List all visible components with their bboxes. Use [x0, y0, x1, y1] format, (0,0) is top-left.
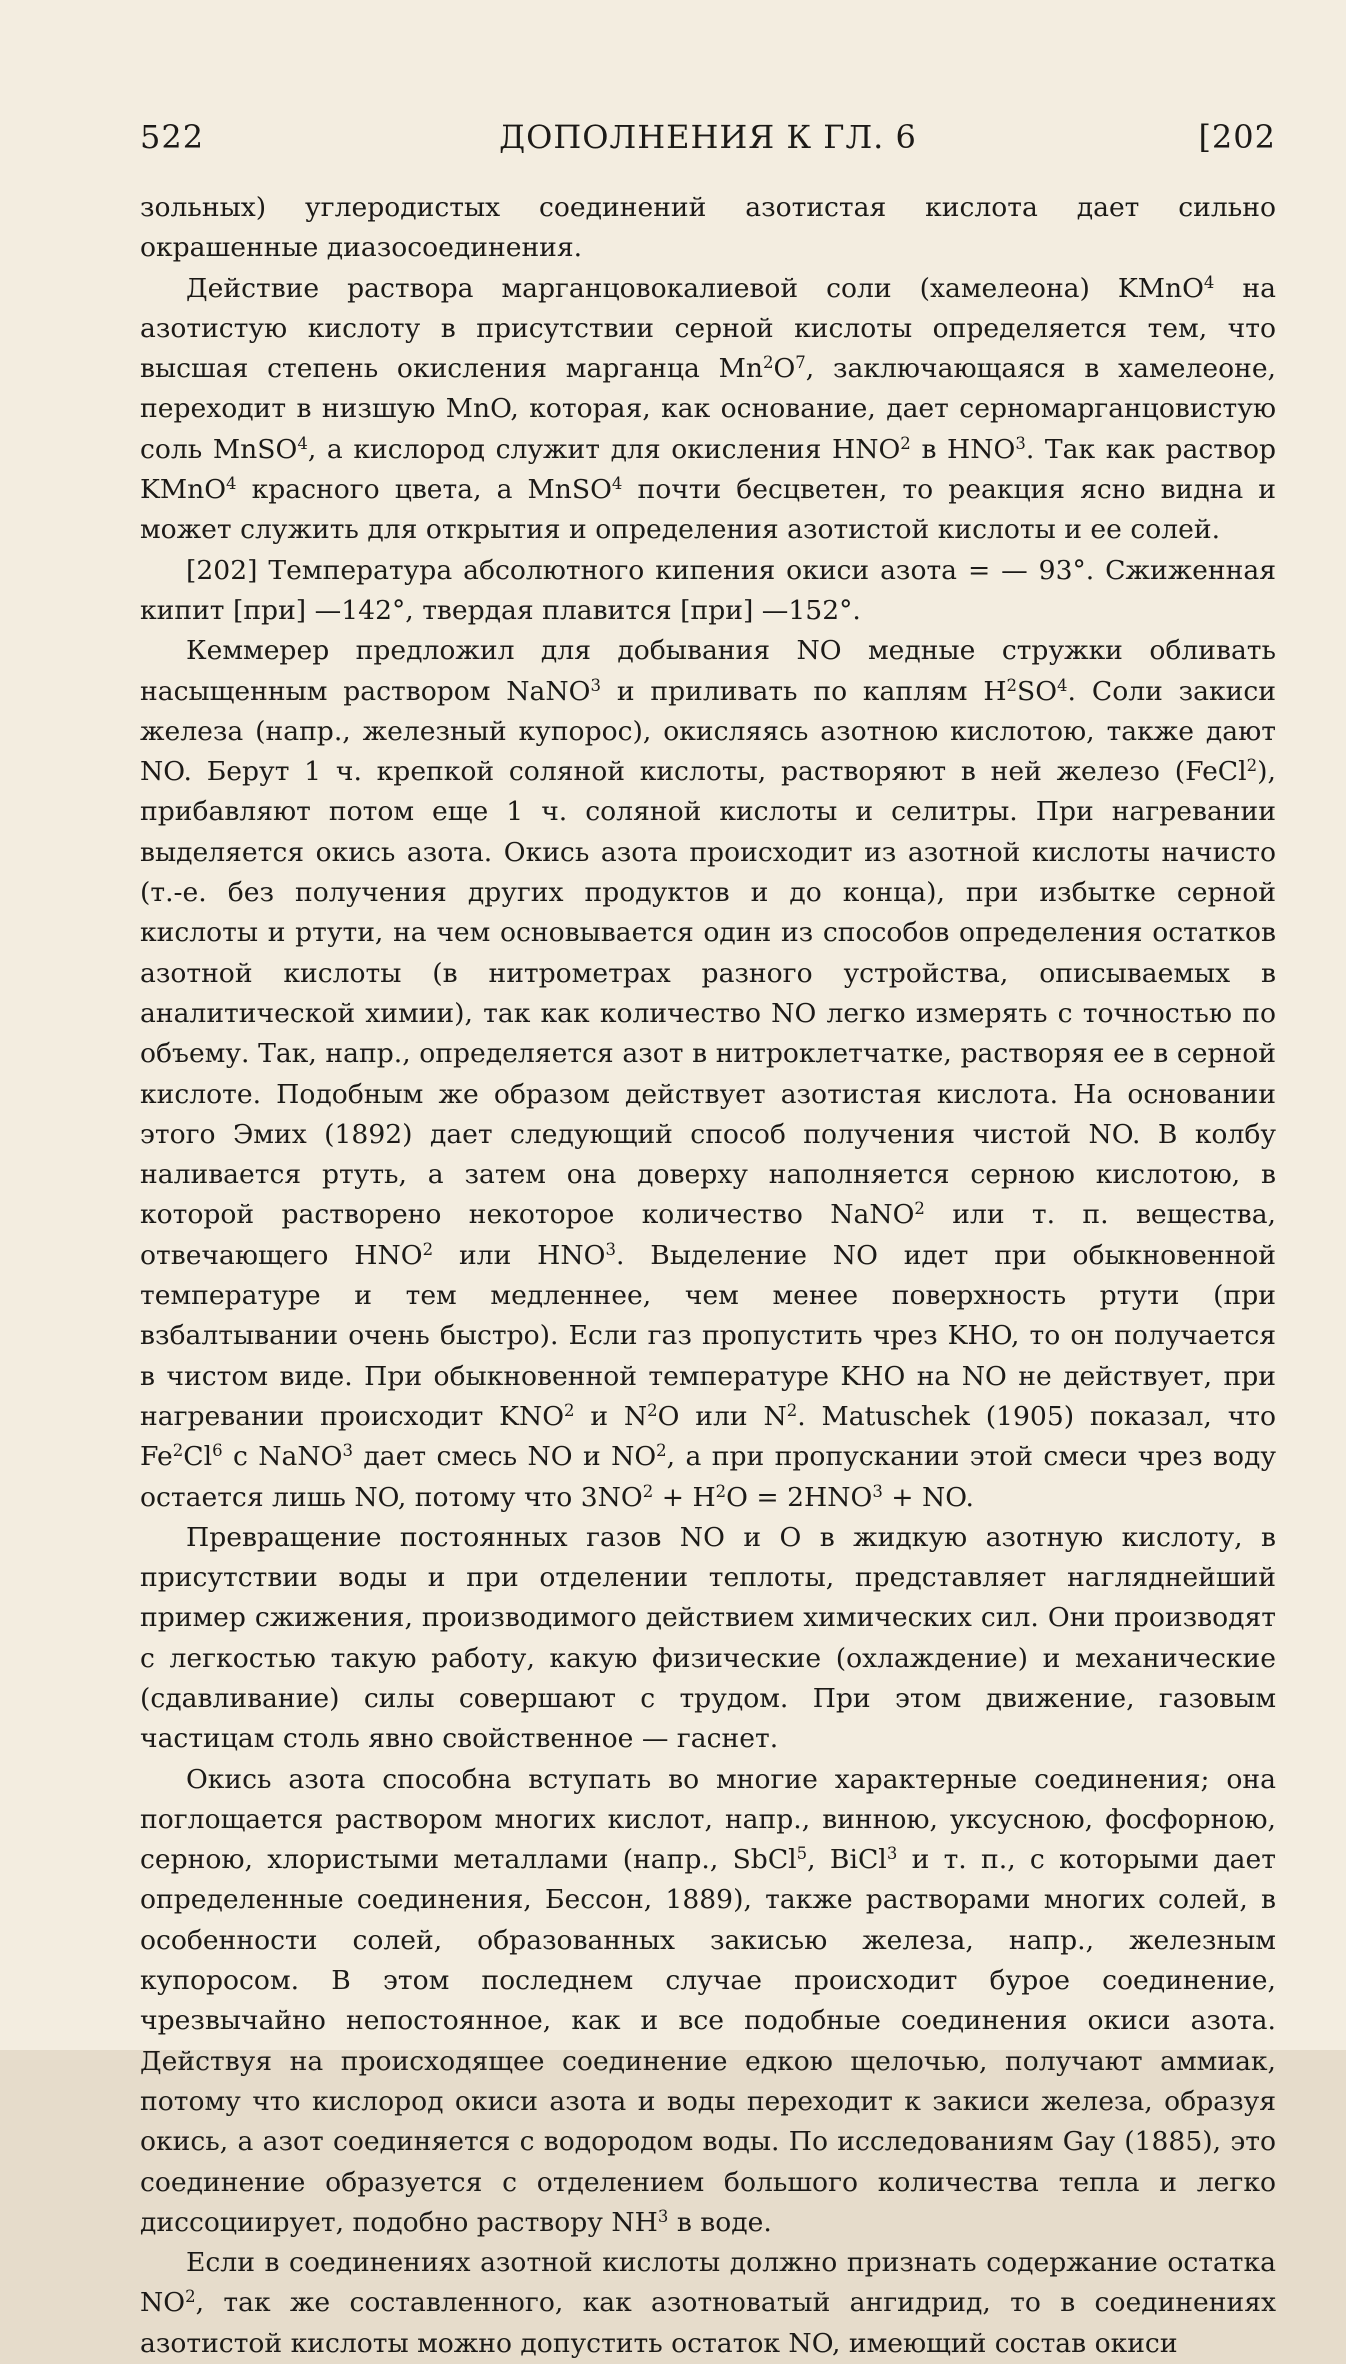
superscript-index: 4	[1057, 675, 1068, 695]
page-body	[140, 188, 1276, 2364]
superscript-index: 7	[795, 353, 806, 373]
superscript-index: 2	[185, 2287, 196, 2307]
superscript-index: 2	[656, 1441, 667, 1461]
paragraph-liquefaction: Превращение постоянных газов NO и O в жидкую азотную кислоту, в присутствии воды и при отделении теплоты, представляет нагляднейший пример сжижения, производимого действием химических сил. Они производят с легкостью такую работу, какую физические (охлаждение) и механические (сдавливание) силы совершают с трудом. При этом движение, газовым частицам столь явно свойственное — гаснет.	[140, 1521, 1276, 1755]
superscript-index: 2	[642, 1481, 654, 1501]
paragraph-residue: Если в соединениях азотной кислоты должно признать содержание остатка $NO^2$, так же составленного, как азотноватый ангидрид, то в соединениях азотистой кислоты можно допустить остаток NO, имеющий состав окиси	[140, 2247, 1276, 2359]
superscript-index: 2	[900, 433, 911, 453]
superscript-index: 3	[1015, 433, 1026, 453]
paragraph-permanganate: Действие раствора марганцовокалиевой соли (хамелеона) KMnO$^4$ на азотистую кислоту в присутствии серной кислоты определяется тем, что высшая степень окисления марганца $Mn^2O^7$, заключающаяся в хамелеоне, переходит в низшую MnO, которая, как основание, дает серномарганцовистую соль MnSO$^4$, а кислород служит для окисления HNO$^2$ в HNO$^3$. Так как раствор KMnO$^4$ красного цвета, а MnSO$^4$ почти бесцветен, то реакция ясно видна и может служить для открытия и определения азотистой кислоты и ее солей.	[140, 272, 1277, 546]
running-header	[140, 118, 1276, 162]
superscript-index: 2	[647, 1400, 658, 1420]
superscript-index: 4	[1203, 272, 1215, 292]
superscript-index: 4	[297, 433, 308, 453]
superscript-index: 3	[872, 1481, 883, 1501]
paragraph-note-202: [202] Температура абсолютного кипения окиси азота = — 93°. Сжиженная кипит [при] —142°, твердая плавится [при] —152°.	[140, 554, 1276, 626]
superscript-index: 6	[212, 1441, 223, 1461]
superscript-index: 3	[605, 1239, 616, 1259]
superscript-index: 2	[564, 1400, 575, 1420]
superscript-index: 3	[342, 1441, 353, 1461]
paragraph-continuation: зольных) углеродистых соединений азотистая кислота дает сильно окрашенные диазосоединения.	[140, 192, 1276, 264]
paragraph-nitric-oxide-preparation: Кеммерер предложил для добывания NO медные стружки обливать насыщенным раствором NaNO$^3$ и приливать по каплям $H^2SO^4$. Соли закиси железа (напр., железный купорос), окисляясь азотною кислотою, также дают NO. Берут 1 ч. крепкой соляной кислоты, растворяют в ней железо (FeCl$^2$), прибавляют потом еще 1 ч. соляной кислоты и селитры. При нагревании выделяется окись азота. Окись азота происходит из азотной кислоты начисто (т.-е. без получения других продуктов и до конца), при избытке серной кислоты и ртути, на чем основывается один из способов определения остатков азотной кислоты (в нитрометрах разного устройства, описываемых в аналитической химии), так как количество NO легко измерять с точностью по объему. Так, напр., определяется азот в нитроклетчатке, растворяя ее в серной кислоте. Подобным же образом действует азотистая кислота. На основании этого Эмих (1892) дает следующий способ получения чистой NO. В колбу наливается ртуть, а затем она доверху наполняется серною кислотою, в которой растворено некоторое количество NaNO$^2$ или т. п. вещества, отвечающего HNO$^2$ или HNO$^3$. Выделение NO идет при обыкновенной температуре и тем медленнее, чем менее поверхность ртути (при взбалтывании очень быстро). Если газ пропустить чрез KHO, то он получается в чистом виде. При обыкновенной температуре KHO на NO не действует, при нагревании происходит KNO$^2$ и $N^2O$ или $N^2$. Matuschek (1905) показал, что Fe$^2$Cl$^6$ с NaNO$^3$ дает смесь NO и $NO^2$, а при пропускании этой смеси чрез воду остается лишь NO, потому что $3NO^2 + H^2O = 2HNO^3$ + NO.	[140, 635, 1276, 1513]
superscript-index: 2	[422, 1239, 434, 1259]
superscript-index: 2	[1246, 756, 1258, 776]
paragraph-compounds: Окись азота способна вступать во многие характерные соединения; она поглощается раствором многих кислот, напр., винною, уксусною, фосфорною, серною, хлористыми металлами (напр., SbCl$^5$, BiCl$^3$ и т. п., с которыми дает определенные соединения, Бессон, 1889), также растворами многих солей, в особенности солей, образованных закисью железа, напр., железным купоросом. В этом последнем случае происходит бурое соединение, чрезвычайно непостоянное, как и все подобные соединения окиси азота. Действуя на происходящее соединение едкою щелочью, получают аммиак, потому что кислород окиси азота и воды переходит к закиси железа, образуя окись, а азот соединяется с водородом воды. По исследованиям Gay (1885), это соединение образуется с отделением большого количества тепла и легко диссоциирует, подобно раствору $NH^3$ в воде.	[140, 1763, 1276, 2238]
superscript-index: 2	[172, 1441, 184, 1461]
superscript-index: 3	[657, 2206, 669, 2226]
superscript-index: 5	[796, 1844, 808, 1864]
superscript-index: 4	[226, 474, 237, 494]
section-marker: [202	[1198, 118, 1276, 156]
superscript-index: 3	[590, 675, 601, 695]
running-title: ДОПОЛНЕНИЯ К ГЛ. 6	[499, 118, 917, 156]
page-number: 522	[140, 118, 205, 156]
superscript-index: 2	[914, 1199, 925, 1219]
superscript-index: 2	[762, 353, 774, 373]
superscript-index: 2	[715, 1481, 727, 1501]
superscript-index: 3	[886, 1844, 898, 1864]
superscript-index: 4	[611, 474, 623, 494]
superscript-index: 2	[1006, 675, 1018, 695]
superscript-index: 2	[786, 1400, 798, 1420]
